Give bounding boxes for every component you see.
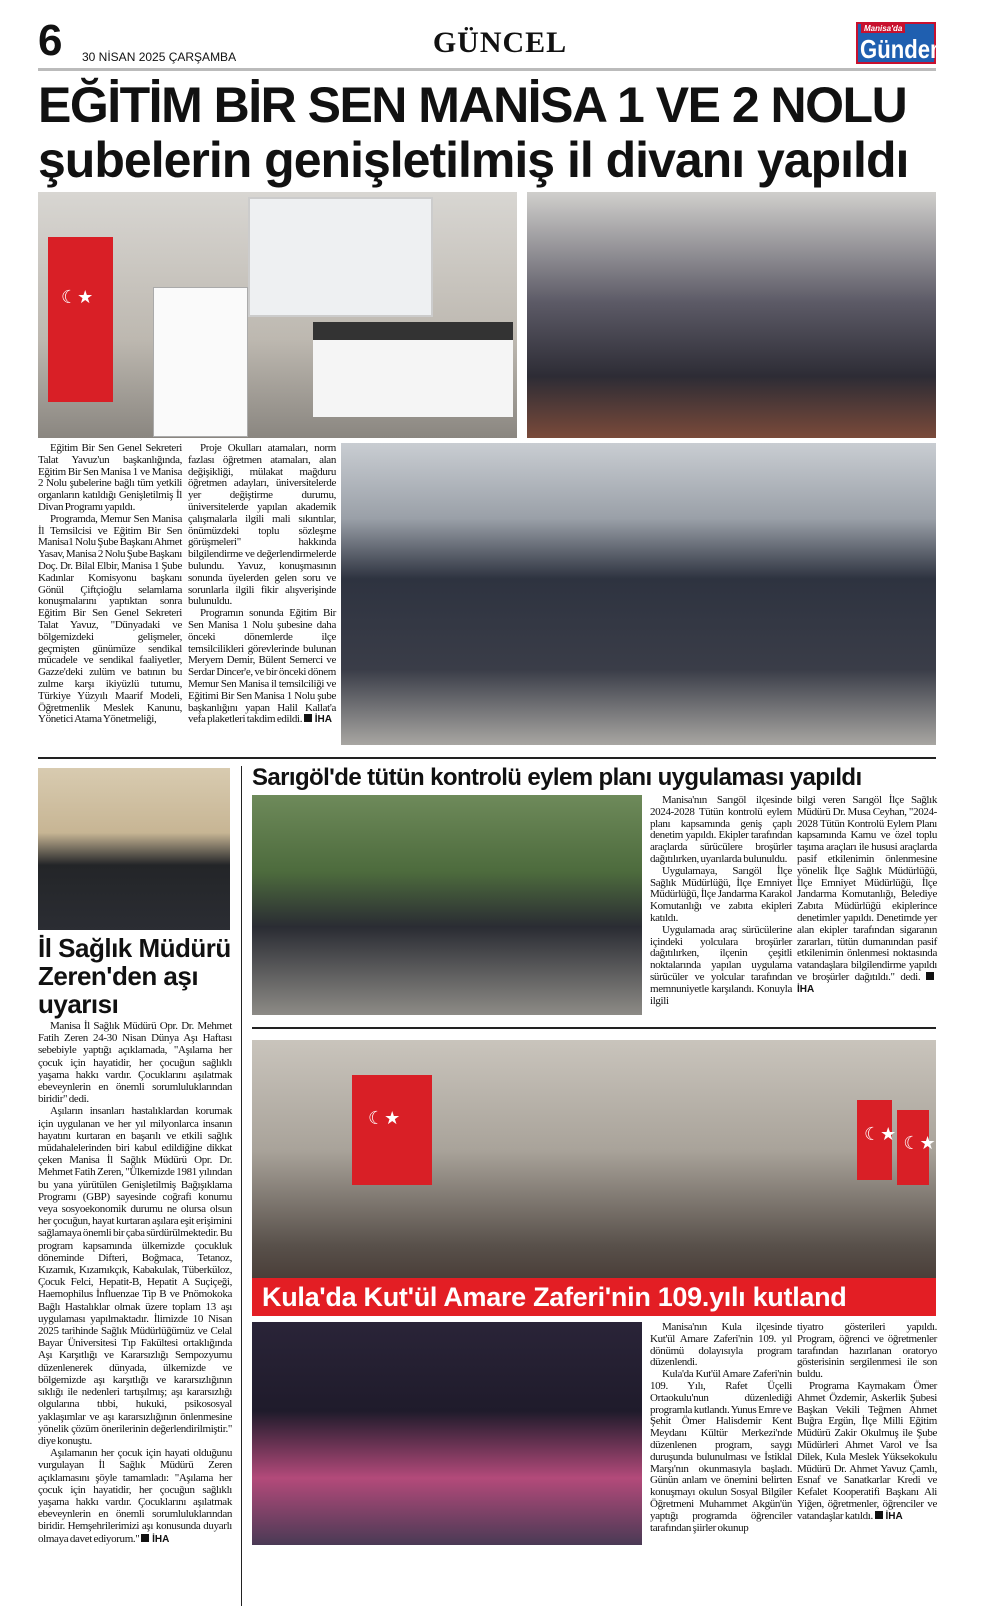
paragraph: Manisa'nın Sarıgöl ilçesinde 2024-2028 Tütün kontrolü eylem planı kapsamında geniş çaplı denetim yapıldı. Ekipler tarafından araçlarda sürücülere broşürler dağıtılırken, uyarılarda bulunuldu. <box>650 794 792 865</box>
paragraph-text: Programın sonunda Eğitim Bir Sen Manisa 1 Nolu şubesine daha önceki dönemlerde ilçe temsilcilikleri görevlerinde bulunan Meryem Demir, Bülent Semerci ve Serdar Dincer'e, ve bir önceki dönem Memur Sen Manisa il temsilciliği ve Eğitimi Bir Sen Manisa 1 Nolu şube başkanlığını yapan Halil Kallat'a vefa plaketleri takdim edildi. <box>188 607 336 726</box>
source-tag: İHA <box>797 972 937 995</box>
paragraph: Uygulamaya, Sarıgöl İlçe Sağlık Müdürlüğü, İlçe Emniyet Müdürlüğü, İlçe Jandarma Karakol Komutanlığı ve zabıta ekipleri katıldı. <box>650 864 792 924</box>
issue-date: 30 NİSAN 2025 ÇARŞAMBA <box>82 50 237 64</box>
source-tag: İHA <box>875 1511 903 1522</box>
divider <box>38 757 936 759</box>
page-number: 6 <box>38 16 63 65</box>
article3-headline: Sarıgöl'de tütün kontrolü eylem planı uygulaması yapıldı <box>252 764 862 791</box>
paragraph-text: Programa Kaymakam Ömer Ahmet Özdemir, Askerlik Şubesi Başkan Vekili Teğmen Ahmet Buğra Ergün, İlçe Milli Eğitim Müdürü Zakir Okulmuş ile Şube Müdürleri Ahmet Varol ve İsa Dilek, Kula Meslek Yüksekokulu Müdürü Dr. Ahmet Yavuz Çamlı, Esnaf ve Sanatkarlar Kredi ve Kefalet Kooperatifi Başkanı Ali Yiğen, öğretmenler, öğrenciler ve vatandaşlar katıldı. <box>797 1379 937 1522</box>
paragraph: Proje Okulları atamaları, norm fazlası öğretmen atamaları, alan değişikliği, mülakat mağduru öğretmen adayları, üniversitelerde yer değiştirme durumu, üniversitelerde yapılan akademik çalışmalarla ilgili mali sıkıntılar, önümüzdeki toplu sözleşme görüşmeleri" hakkında bilgilendirme ve değerlendirmelerde bulundu. Yavuz, konuşmasının sonunda üyelerden gelen soru ve sorunlarla ilgili fikir alışverişinde bulunuldu. <box>188 442 336 608</box>
paragraph-text: Aşılamanın her çocuk için hayati olduğunu vurgulayan İl Sağlık Müdürü Zeren açıklamasını şöyle tamamladı: "Aşılama her çocuk için hayatidir, her çocuğun sağlıklı yaşama hakkı vardır. Çocuklarını aşılatmak ebeveynlerin en önemli sorumluluklarından biridir. Hemşehrilerimizi aşı konusunda duyarlı olmaya davet ediyorum." <box>38 1447 232 1545</box>
source-tag: İHA <box>304 714 332 725</box>
paragraph: Manisa'nın Kula ilçesinde Kut'ül Amare Zaferi'nin 109. yıl dönümü dolayısıyla program düzenlendi. <box>650 1321 792 1369</box>
article4-photo-stage <box>252 1040 936 1315</box>
article2-body <box>38 1020 232 1545</box>
section-title: GÜNCEL <box>432 26 568 59</box>
article1-column-2 <box>188 443 336 726</box>
logo-big-text: Gündem <box>860 34 950 64</box>
paragraph: Manisa İl Sağlık Müdürü Opr. Dr. Mehmet Fatih Zeren 24-30 Nisan Dünya Aşı Haftası sebebiyle yaptığı açıklamada, "Aşılama her çocuk için hayatidir, her çocuğun sağlıklı yaşama hakkı vardır. Çocuklarını aşılatmak ebeveynlerin en önemli sorumluluklarından biridir" dedi. <box>38 1020 232 1106</box>
paragraph <box>38 1447 232 1545</box>
paragraph: Eğitim Bir Sen Genel Sekreteri Talat Yavuz'un başkanlığında, Eğitim Bir Sen Manisa 1 ve Manisa 2 Nolu şubelerine bağlı tüm yetkili organların katıldığı Genişletilmiş İl Divan Programı yapıldı. <box>38 442 182 513</box>
article4-photo-musicians <box>252 1322 642 1545</box>
paragraph <box>188 608 336 726</box>
article3-column-1 <box>650 795 792 1007</box>
article2-headline: İl Sağlık Müdürü Zeren'den aşı uyarısı <box>38 933 231 1019</box>
paragraph <box>797 1381 937 1523</box>
header-rule <box>38 68 936 71</box>
article3-column-2 <box>797 795 937 996</box>
newspaper-logo <box>856 22 950 64</box>
article1-photo-podium <box>38 192 517 438</box>
paragraph: Aşıların insanları hastalıklardan korumak için uygulanan ve her yıl milyonlarca insanın hayatını kurtaran en başarılı ve etkili sağlık müdahalelerinden biri kabul edildiğine dikkat çeken Manisa İl Sağlık Müdürü Opr. Dr. Mehmet Fatih Zeren, "Ülkemizde 1981 yılından bu yana yürütülen Genişletilmiş Bağışıklama Programı (GBP) sayesinde coğrafi konumu veya sosyoekonomik durumu ne olursa olsun her çocuğun, hayat kurtaran aşılara eşit erişimini sağlamaya önemli bir çaba sürdürülmektedir. Bu program kapsamında ülkemizde çocukluk döneminde Difteri, Boğmaca, Tetanoz, Kızamık, Kızamıkçık, Kabakulak, Tüberküloz, Çocuk Felci, Hepatit-B, Hepatit A Suçiçeği, Haemophilus İnfluenzae Tip B ve Pnömokoka Bağlı Hastalıklar olmak üzere toplam 13 aşı uygulaması yapılmaktadır. İlimizde 10 Nisan 2025 tarihinde Sağlık Müdürlüğümüz ve Celal Bayar Üniversitesi Tıp Fakültesi ortaklığında Aşı Karşıtlığı ve Kararsızlığı Sempozyumu düzenlenerek dünyada, ülkemizde ve bölgemizde aşı karşıtlığı ve kararsızlığının sıklığı ile nedenleri tartışılmış; aşı kararsızlığı olgularına tıbbi, hukuki, psikososyal yaklaşımlar ve aşı kararsızlığının önlenmesine yönelik çözüm önerilerinin değerlendirilmiştir." diye konuştu. <box>38 1105 232 1447</box>
source-tag: İHA <box>141 1534 169 1545</box>
article1-photo-group <box>341 443 936 745</box>
column-divider <box>241 766 242 1606</box>
paragraph-text: bilgi veren Sarıgöl İlçe Sağlık Müdürü Dr. Musa Ceyhan, "2024-2028 Tütün Kontrolü Eylem Planı kapsamında Kamu ve özel toplu taşıma araçları ile hususi araçlarda pasif etkilenimin önlenmesine yönelik İlçe Sağlık Müdürlüğü, İlçe Emniyet Müdürlüğü, İlçe Jandarma Komutanlığı, Belediye Zabıta Müdürlüğü ekiplerince denetimler yapıldı. Denetimde yer alan ekipler tarafından sigaranın zararları, tütün dumanından pasif etkilenimin önlenmesi noktasında vatandaşlara bilgilendirme yapıldı ve broşürler dağıtıldı." dedi. <box>797 794 937 983</box>
turkish-flag <box>48 237 113 402</box>
article4-headline-banner: Kula'da Kut'ül Amare Zaferi'nin 109.yılı kutland <box>252 1278 936 1316</box>
article4-column-2 <box>797 1322 937 1523</box>
article2-portrait-photo <box>38 768 230 930</box>
paragraph: Uygulamada araç sürücülerine içindeki yolculara broşürler dağıtılırken, ilçenin çeşitli noktalarında yapılan uygulama sürücüler ve yolcular tarafından memnuniyetle karşılandı. Konuyla ilgili <box>650 923 792 1007</box>
article3-photo <box>252 795 642 1015</box>
turkish-flag <box>857 1100 892 1180</box>
paragraph: Kula'da Kut'ül Amare Zaferi'nin 109. Yılı, Rafet Üçelli Ortaokulu'nun düzenlediği programla kutlandı. Yunus Emre ve Şehit Ömer Halisdemir Kent Meydanı Kültür Merkezi'nde düzenlenen program, saygı duruşunda bulunulması ve İstiklal Marşı'nın okunmasıyla başladı. Günün anlam ve önemini belirten konuşmayı okulun Sosyal Bilgiler Öğretmeni Muhammet Akgün'ün yaptığı programda öğrenciler tarafından şiirler okunup <box>650 1368 792 1534</box>
article4-column-1 <box>650 1322 792 1534</box>
divider <box>252 1027 936 1029</box>
podium <box>153 287 248 437</box>
article1-photo-audience <box>527 192 936 438</box>
paragraph <box>797 795 937 996</box>
logo-small-text: Manisa'da <box>861 24 905 33</box>
head-table <box>313 322 513 417</box>
paragraph: tiyatro gösterileri yapıldı. Program, öğrenci ve öğretmenler tarafından hazırlanan oratoryo gösterisinin sergilenmesi ile son buldu. <box>797 1321 937 1381</box>
turkish-flag <box>352 1075 432 1185</box>
article1-column-1 <box>38 443 182 726</box>
projection-screen <box>248 197 433 317</box>
article1-headline-line1: EĞİTİM BİR SEN MANİSA 1 VE 2 NOLU <box>38 77 907 133</box>
article1-headline-line2: şubelerin genişletilmiş il divanı yapıldı <box>38 132 909 188</box>
paragraph: Programda, Memur Sen Manisa İl Temsilcisi ve Eğitim Bir Sen Manisa1 Nolu Şube Başkanı Ahmet Yasav, Manisa 2 Nolu Şube Başkanı Doç. Dr. Bilal Elbir, Manisa 1 Şube Kadınlar Komisyonu başkanı Gönül Çiftçioğlu selamlama konuşmalarını yaptıktan sonra Eğitim Bir Sen Genel Sekreteri Talat Yavuz, "Dünyadaki ve bölgemizdeki gelişmeler, geçmişten günümüze sendikal mücadele ve sendikal faaliyetler, Gazze'deki zulüm ve batının bu zulme karşı ikiyüzlü tutumu, Türkiye Yüzyılı Maarif Modeli, Öğretmenlik Meslek Kanunu, Yönetici Atama Yönetmeliği, <box>38 512 182 726</box>
turkish-flag <box>897 1110 929 1185</box>
